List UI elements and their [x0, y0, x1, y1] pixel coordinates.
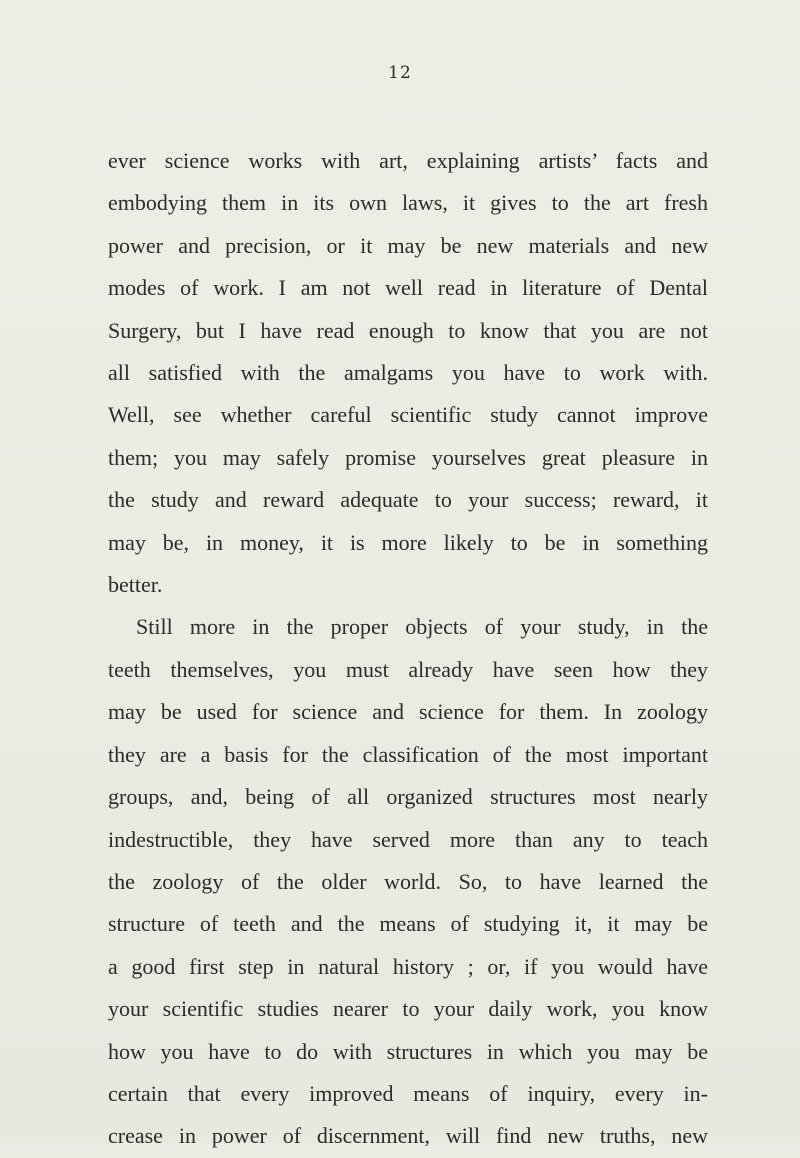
- paragraph-2: [108, 606, 708, 1157]
- body-text: [108, 140, 708, 1158]
- text-line: your scientific studies nearer to your daily work, you know: [108, 996, 708, 1022]
- paragraph-1: [108, 140, 708, 606]
- text-line: the study and reward adequate to your success; reward, it: [108, 487, 708, 513]
- text-line: may be, in money, it is more likely to be in something: [108, 529, 708, 555]
- text-line: modes of work. I am not well read in literature of Dental: [108, 275, 708, 301]
- text-line: crease in power of discernment, will find new truths, new: [108, 1123, 708, 1149]
- text-line: structure of teeth and the means of studying it, it may be: [108, 911, 708, 937]
- text-line: power and precision, or it may be new materials and new: [108, 232, 708, 258]
- text-line: ever science works with art, explaining artists’ facts and: [108, 148, 708, 173]
- text-line: Well, see whether careful scientific study cannot improve: [108, 402, 708, 428]
- text-line: groups, and, being of all organized structures most nearly: [108, 784, 708, 810]
- text-line: Surgery, but I have read enough to know that you are not: [108, 317, 708, 343]
- text-line: better.: [108, 572, 163, 598]
- text-line: Still more in the proper objects of your study, in the: [136, 614, 708, 640]
- text-line: them; you may safely promise yourselves great pleasure in: [108, 444, 708, 470]
- text-line: all satisfied with the amalgams you have to work with.: [108, 360, 708, 386]
- text-line: a good first step in natural history ; or, if you would have: [108, 953, 708, 979]
- text-line: the zoology of the older world. So, to have learned the: [108, 868, 708, 894]
- text-line: indestructible, they have served more than any to teach: [108, 826, 708, 852]
- text-line: may be used for science and science for them. In zoology: [108, 699, 708, 725]
- text-line: embodying them in its own laws, it gives to the art fresh: [108, 190, 708, 216]
- text-line: teeth themselves, you must already have seen how they: [108, 656, 708, 682]
- page-number: 12: [388, 63, 412, 83]
- text-line: certain that every improved means of inquiry, every in-: [108, 1080, 708, 1106]
- text-line: how you have to do with structures in which you may be: [108, 1038, 708, 1064]
- text-line: they are a basis for the classification of the most important: [108, 741, 708, 767]
